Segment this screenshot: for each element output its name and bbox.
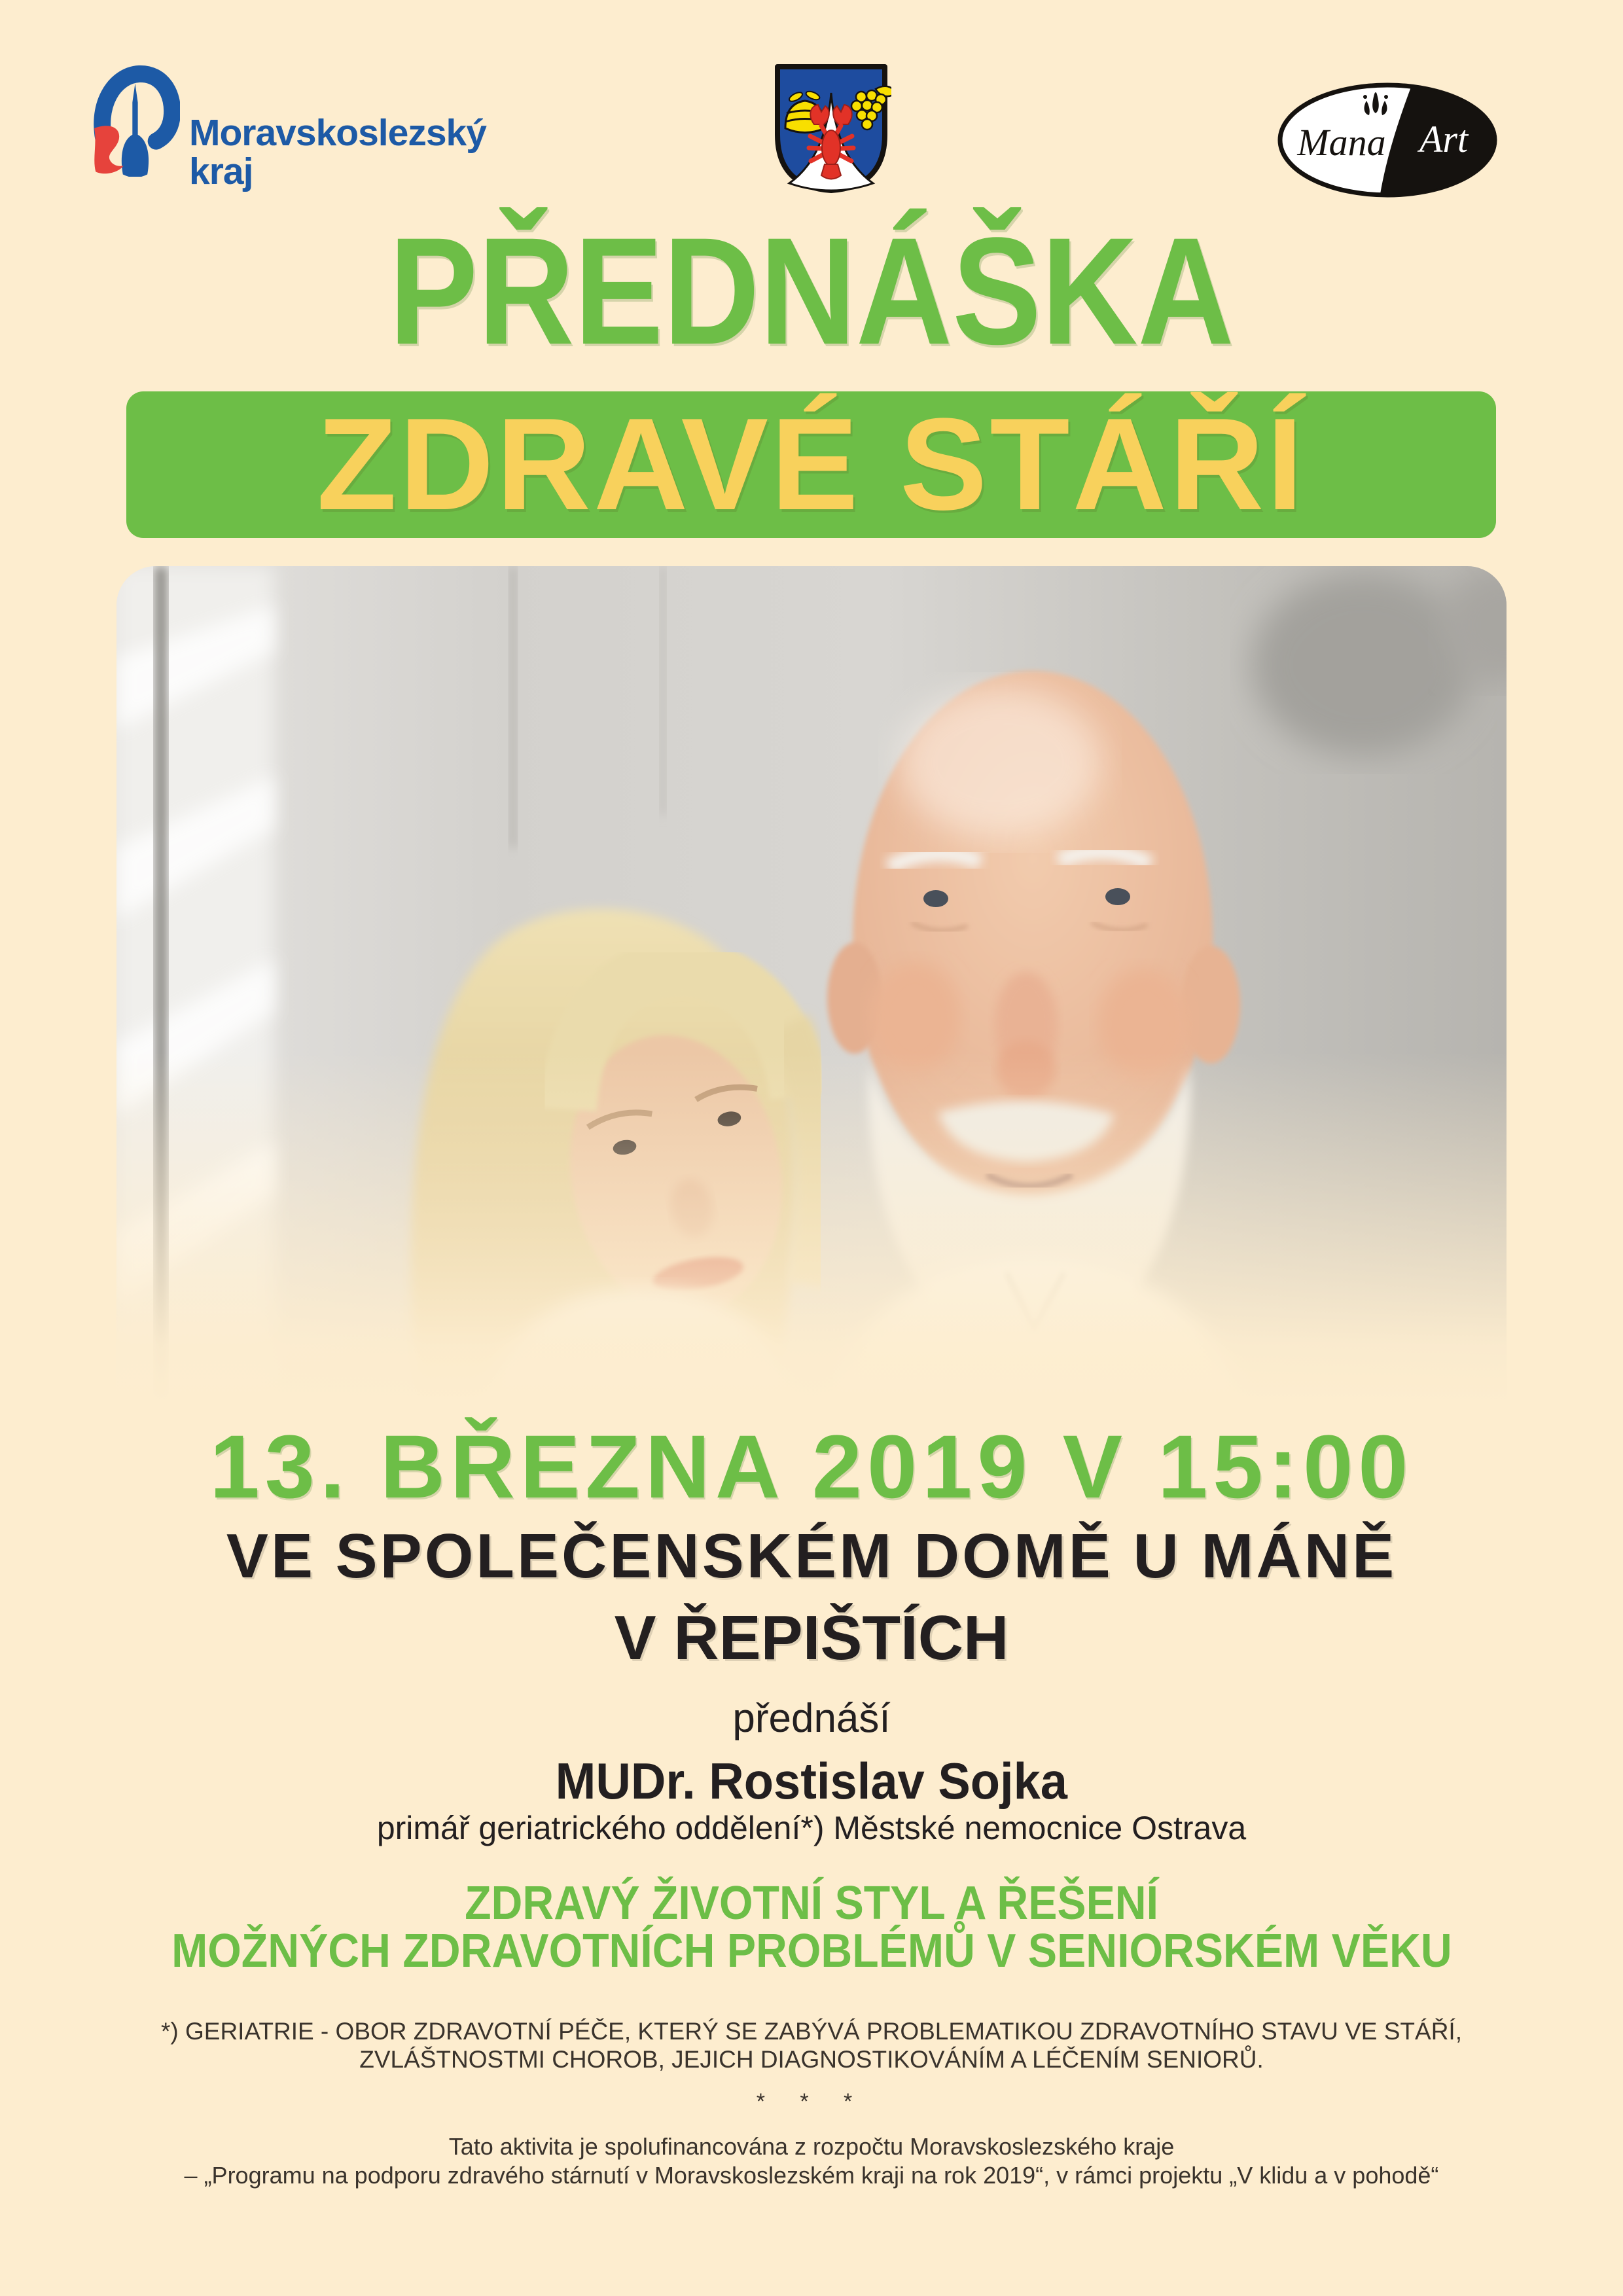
- kraj-logo-text: [189, 114, 486, 192]
- event-datetime: 13. BŘEZNA 2019 V 15:00: [209, 1417, 1414, 1517]
- funding-line2: – „Programu na podporu zdravého stárnutí v Moravskoslezském kraji na rok 2019“, v rámci projektu „V klidu a v pohodě“: [184, 2162, 1439, 2189]
- kraj-logo-line2: kraj: [189, 151, 253, 193]
- asterisk-separator: * * *: [756, 2089, 867, 2114]
- banner: [126, 391, 1496, 538]
- event-venue-line1: VE SPOLEČENSKÉM DOMĚ U MÁNĚ: [226, 1521, 1397, 1591]
- moravskoslezsky-kraj-logo: [92, 64, 486, 192]
- lecturer-name: MUDr. Rostislav Sojka: [555, 1752, 1068, 1810]
- lecturer-intro: přednáší: [732, 1696, 891, 1741]
- banner-title: ZDRAVÉ STÁŘÍ: [317, 391, 1306, 537]
- footnote-line1: *) GERIATRIE - OBOR ZDRAVOTNÍ PÉČE, KTERÝ SE ZABÝVÁ PROBLEMATIKOU ZDRAVOTNÍHO STAVU VE STÁŘÍ,: [160, 2018, 1462, 2045]
- elderly-couple-photo: [116, 566, 1507, 1404]
- topic-line1: ZDRAVÝ ŽIVOTNÍ STYL A ŘEŠENÍ: [465, 1877, 1158, 1929]
- photo-bottom-fade: [116, 566, 1507, 1404]
- kraj-logo-line1: Moravskoslezský: [189, 112, 486, 154]
- kraj-logo-mark-icon: [92, 64, 180, 177]
- mana-art-logo: [1276, 81, 1499, 199]
- footnote-line2: ZVLÁŠTNOSTMI CHOROB, JEJICH DIAGNOSTIKOVÁNÍM A LÉČENÍM SENIORŮ.: [359, 2046, 1264, 2073]
- funding-line1: Tato aktivita je spolufinancována z rozpočtu Moravskoslezského kraje: [448, 2133, 1175, 2160]
- photo-illustration: [116, 566, 1507, 1404]
- lecturer-role: primář geriatrického oddělení*) Městské nemocnice Ostrava: [376, 1810, 1247, 1846]
- event-venue-line2: V ŘEPIŠTÍCH: [614, 1603, 1009, 1673]
- poster-title: PŘEDNÁŠKA: [389, 206, 1234, 376]
- mana-art-left-text: Mana: [1297, 121, 1386, 164]
- mana-art-right-text: Art: [1419, 118, 1469, 160]
- repiste-coat-of-arms-icon: [771, 62, 891, 194]
- topic-line2: MOŽNÝCH ZDRAVOTNÍCH PROBLÉMŮ V SENIORSKÉM VĚKU: [171, 1925, 1452, 1977]
